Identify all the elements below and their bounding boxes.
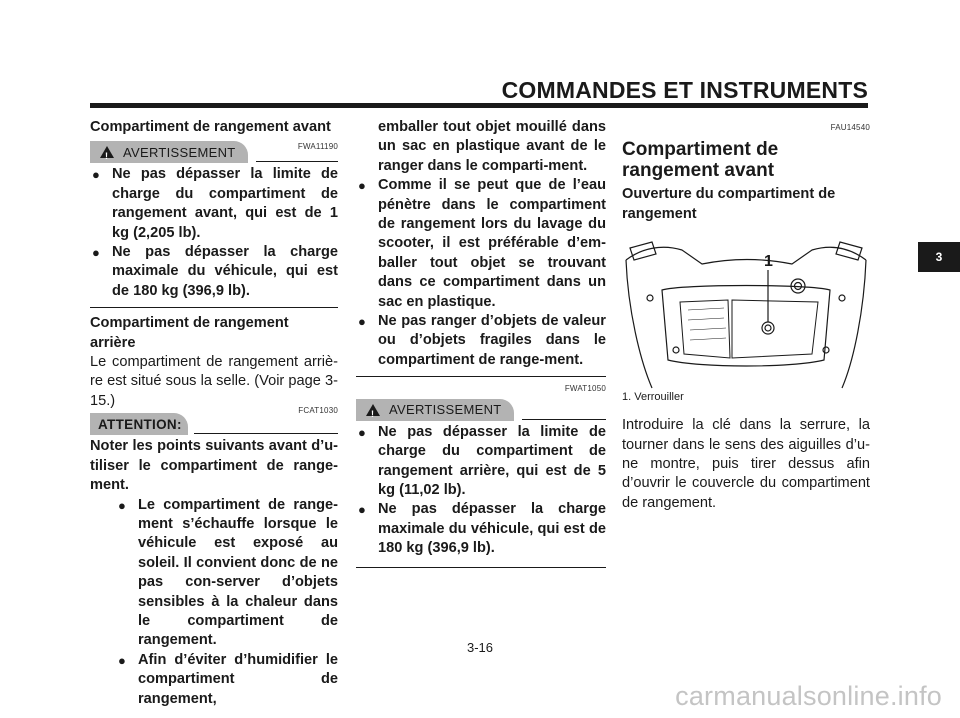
warning-label (356, 399, 514, 421)
reference-code: FWAT1050 (564, 384, 606, 394)
figure-caption: 1. Verrouiller (622, 391, 684, 404)
watermark: carmanualsonline.info (675, 681, 942, 711)
attention-rule (194, 433, 338, 434)
warning-header (356, 399, 606, 423)
list-item: ● Afin d’éviter d’humidifier le compartiment de rangement, (90, 651, 338, 709)
reference-code: FAU14540 (830, 123, 870, 132)
column-3 (622, 118, 870, 513)
warning-list (90, 165, 338, 301)
attention-label: ATTENTION: (90, 413, 188, 435)
attention-list (90, 496, 338, 709)
list-item: ● Ne pas dépasser la limite de charge du compartiment de rangement avant, qui est de 1 kg (2,205 lb). (90, 165, 338, 243)
warning-rule (256, 161, 338, 162)
list-item: ● Ne pas dépasser la limite de charge du compartiment de rangement arrière, qui est de 5 kg (11,02 lb). (356, 423, 606, 501)
page-number: 3-16 (466, 640, 494, 655)
warning-list (356, 423, 606, 559)
warning-triangle-icon (366, 404, 380, 416)
instruction-text: Introduire la clé dans la serrure, la tourner dans le sens des aiguilles d’u-ne montre, puis tirer dessus afin d’ouvrir le couvercle du compartiment de rangement. (622, 417, 870, 511)
warning-label-text: AVERTISSEMENT (389, 401, 502, 417)
column-2 (356, 118, 606, 568)
section-title: Compartiment de rangement avant (622, 139, 779, 182)
figure-callout-number: 1 (764, 253, 773, 271)
reference-code: FCAT1030 (298, 406, 338, 416)
attention-end-rule (356, 376, 606, 377)
page-header-title: COMMANDES ET INSTRUMENTS (501, 77, 868, 103)
warning-rule (522, 419, 606, 420)
section-heading-rear-storage: Compartiment de rangement arrière (90, 315, 289, 351)
header-rule (90, 103, 868, 108)
reference-code: FWA11190 (297, 142, 338, 152)
column-1 (90, 118, 338, 709)
list-item: ● Ne pas dépasser la charge maximale du véhicule, qui est de 180 kg (396,9 lb). (90, 243, 338, 301)
warning-triangle-icon (100, 146, 114, 158)
storage-illustration (622, 230, 870, 390)
scooter-storage-drawing (622, 230, 870, 390)
list-item: ● Comme il se peut que de l’eau pénètre dans le compartiment de rangement lors du lavage du scooter, il est préférable d’em-baller tout objet se trouvant dans ce compartiment dans un sac en plastique. (356, 176, 606, 312)
section-subheading: Ouverture du compartiment de rangement (622, 186, 836, 222)
list-item: ● Le compartiment de range-ment s’échauffe lorsque le véhicule est exposé au soleil. Il convient donc de ne pas con-server d’objets sensibles à la chaleur dans le compartiment de rangement. (90, 496, 338, 651)
warning-label-text: AVERTISSEMENT (123, 144, 236, 160)
attention-intro: Noter les points suivants avant d’u-tiliser le compartiment de range-ment. (90, 438, 338, 494)
warning-header (90, 141, 338, 165)
attention-list-continued (356, 176, 606, 370)
warning-end-rule (90, 307, 338, 308)
rear-storage-text: Le compartiment de rangement arriè-re est situé sous la selle. (Voir page 3-15.) (90, 354, 338, 409)
chapter-tab: 3 (918, 242, 960, 272)
warning-label (90, 141, 248, 163)
warning-end-rule (356, 567, 606, 568)
section-heading-front-storage: Compartiment de rangement avant (90, 119, 331, 135)
list-item: ● Ne pas dépasser la charge maximale du véhicule, qui est de 180 kg (396,9 lb). (356, 500, 606, 558)
attention-continued-text: emballer tout objet mouillé dans un sac en plastique avant de le ranger dans le comparti-ment. (378, 119, 606, 174)
list-item: ● Ne pas ranger d’objets de valeur ou d’objets fragiles dans le compartiment de range-ment. (356, 312, 606, 370)
attention-header (90, 406, 338, 437)
